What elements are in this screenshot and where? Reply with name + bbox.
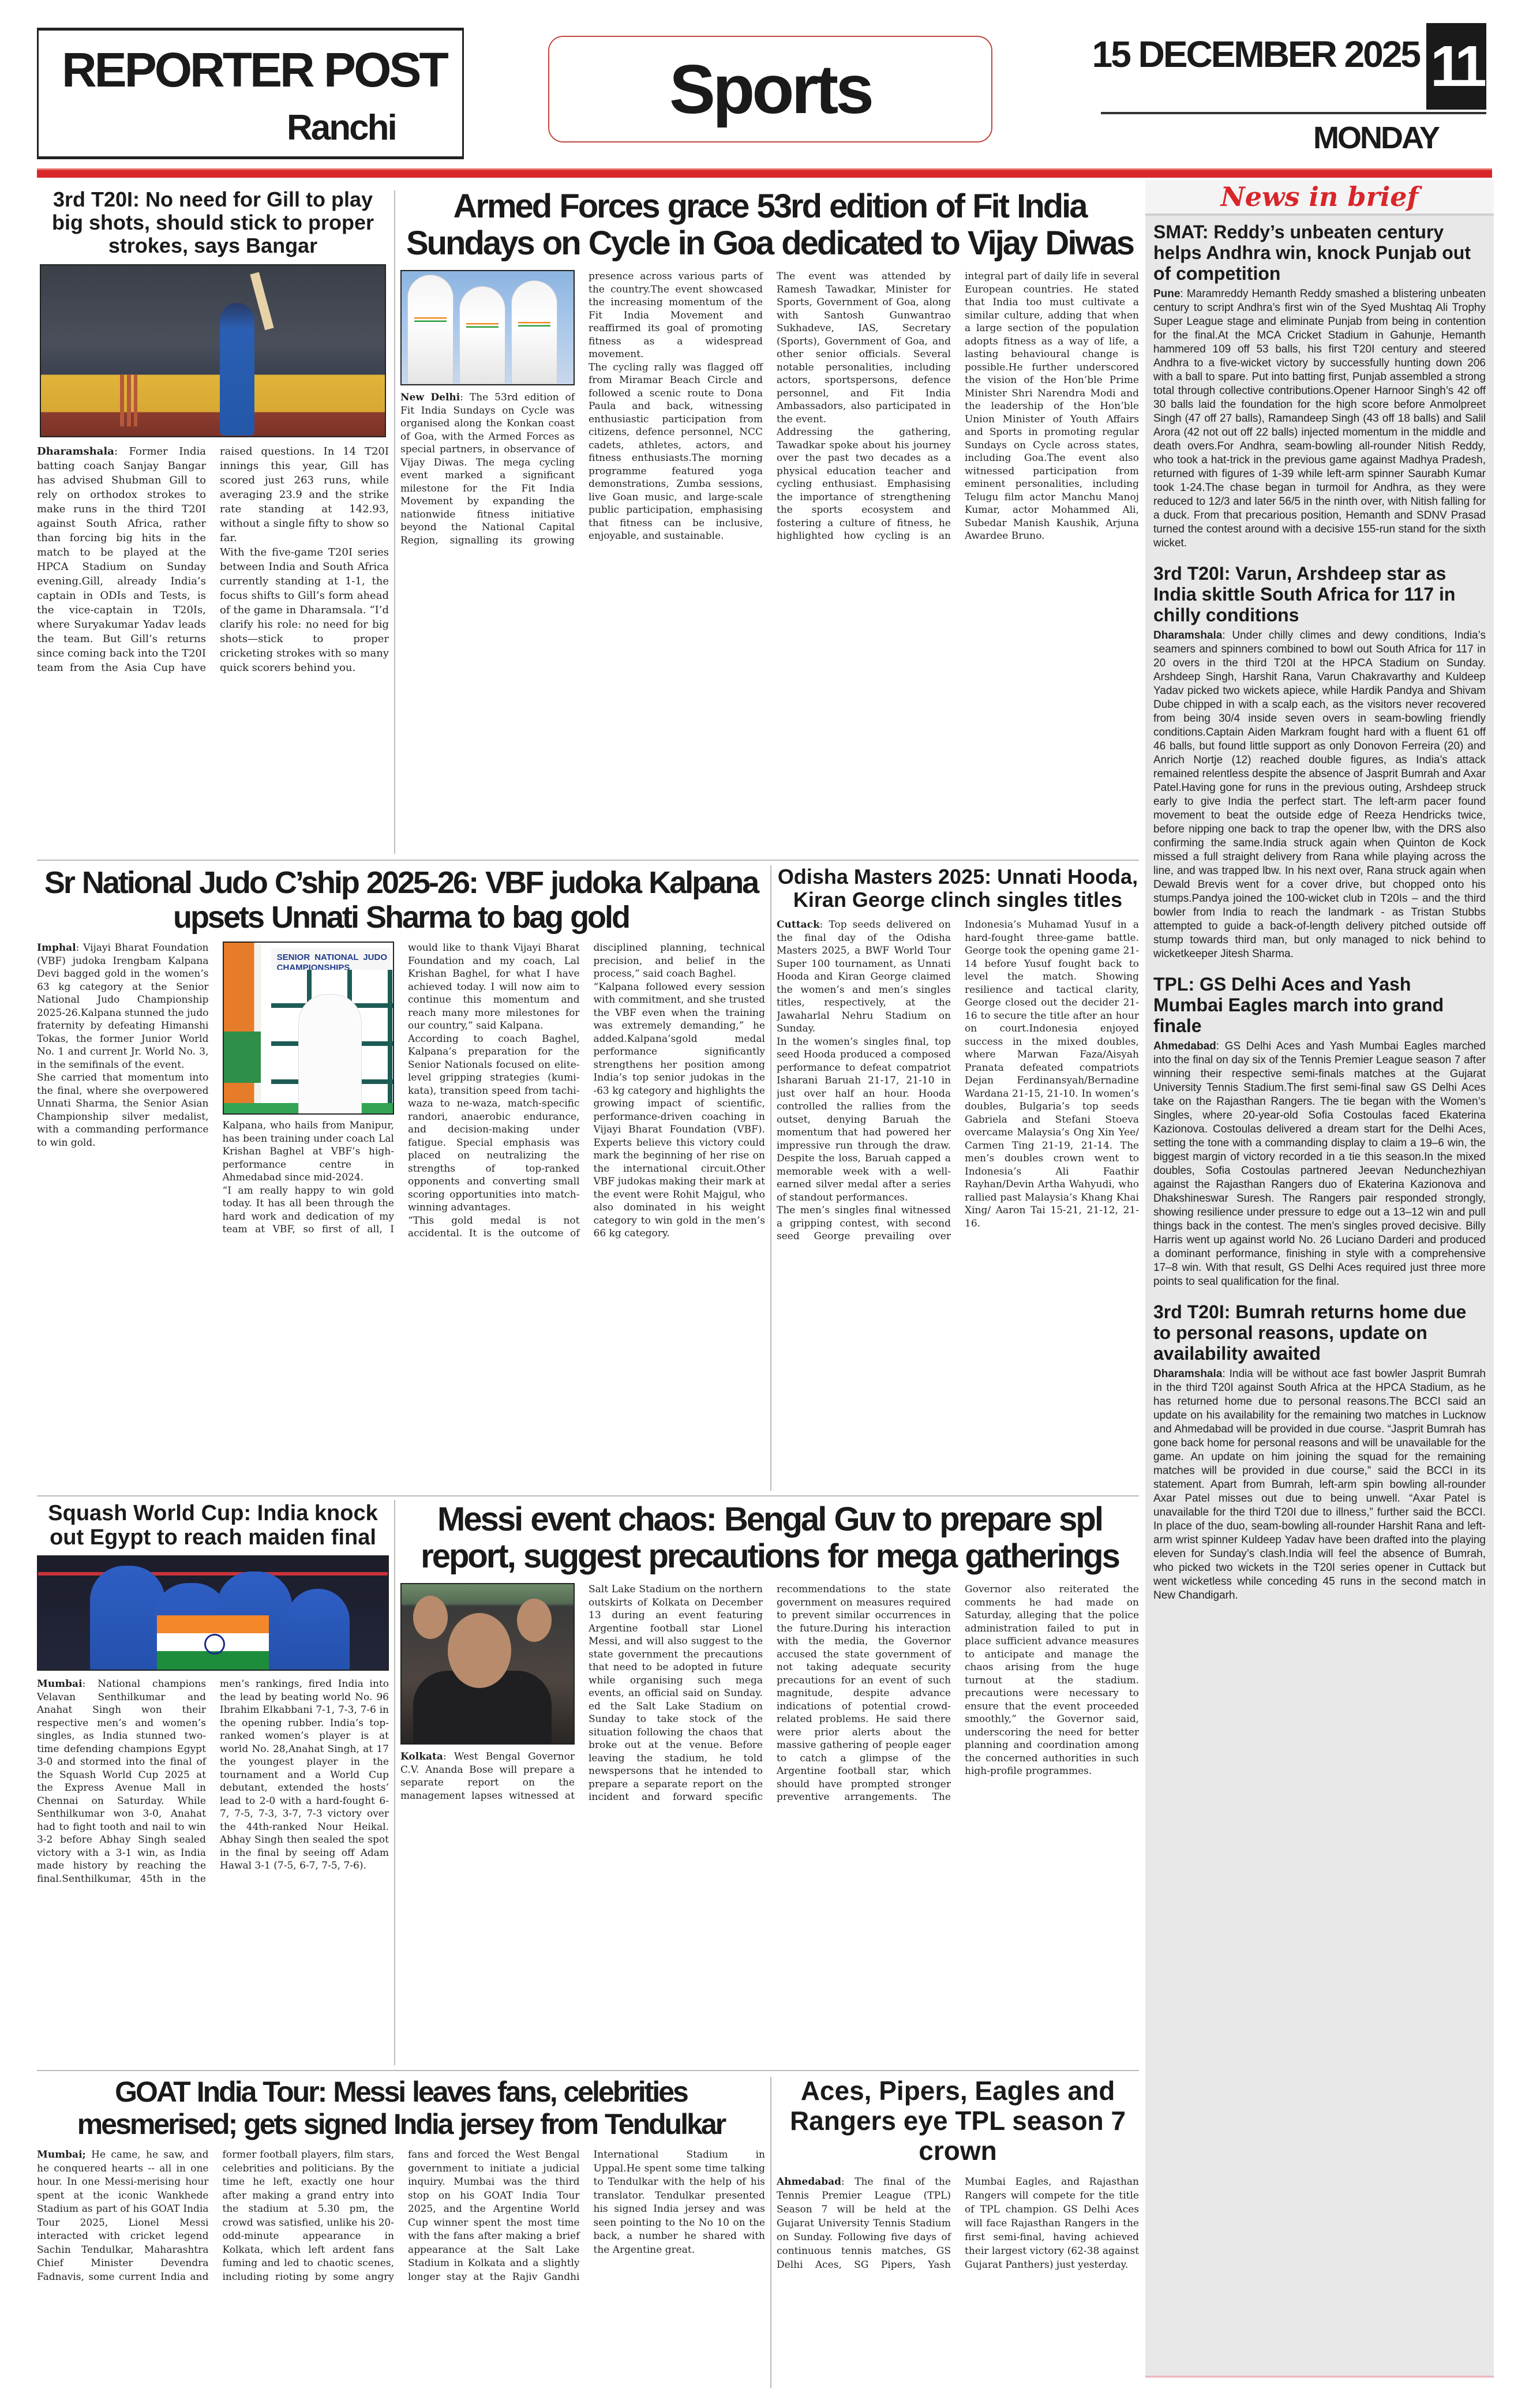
dateline: Kolkata (400, 1751, 443, 1762)
dateline: Pune (1153, 288, 1181, 300)
news-in-brief-title: News in brief (1220, 181, 1419, 212)
paragraph: Dharamshala: Former India batting coach Sanjay Bangar has advised Shubman Gill to rely on orthodox strokes to make runs in the third T20I against South Africa, rather than forcing big hits in the match to be played at the HPCA Stadium on Sunday evening.Gill, already India’s captain in ODIs and Tests, is the vice-captain in T20Is, where Suryakumar Yadav leads the team. But Gill’s returns since coming back into the T20I team from the Asia Cup have raised questions. In 14 T20I innings this year, Gill has scored just 263 runs, while averaging 23.9 and the strike rate standing at 142.93, without a single fifty to show so far. (37, 445, 389, 674)
paragraph (223, 1119, 395, 1184)
odisha-article (777, 865, 1139, 1491)
brief-body: Dharamshala: Under chilly climes and dewy conditions, India’s seamers and spinners combined to bowl out South Africa for 117 in 20 overs in the third T20I at the HPCA Stadium on Sunday. Arshdeep Singh, Harshit Rana, Varun Chakravarthy and Kuldeep Yadav picked two wickets apiece, while Hardik Pandya and Shivam Dube chipped in with a scalp each, as the visitors never recovered from being 30/4 inside seven overs in seam-bowling friendly conditions.Captain Aiden Markram fought hard with a fluent 61 off 46 balls, but found little support as only Donovon Ferreira (20) and Anrich Nortje (12) reached double figures, as India’s attack remained relentless despite the absence of Jasprit Bumrah and Axar Patel.Having gone for runs in the previous outing, Arshdeep struck early to give India the perfect start. The left-arm pacer found movement to beat the outside edge of Reeza Hendricks twice, before nipping one back to trap the opener lbw, with the DRS also confirming the same.India struck again when Quinton de Kock missed a full straight delivery from Rana while playing across the line, and was trapped lbw. In his next over, Rana struck again when Dewald Brevis went for a cover drive, but chopped onto his stumps.Pandya joined the 100-wicket club in T20Is – and the third bowler from India to reach the landmark - as Tristan Stubbs attempted to guide a back-of-length delivery pitched outside off stump towards third man, but only managed to nick behind to wicketkeeper Jitesh Sharma. (1153, 629, 1486, 960)
messi-chaos-article (400, 1501, 1139, 2065)
paragraph-text: The cycling rally was flagged off from Miramar Beach Circle and followed a scenic route to Dona Paula and back, witnessing enthusiastic participation from citizens, defence personnel, NCC cadets, athletes, actors, and fitness enthusiasts.The morning programme featured yoga demonstrations, Zumba sessions, live Goan music, and large-scale public participation, emphasising that fitness can be inclusive, enjoyable, and sustainable. (589, 361, 763, 542)
paragraph: New Delhi: The 53rd edition of Fit India Sundays on Cycle was organised along the Konkan coast of Goa, with the Armed Forces as special partners, in observance of Vijay Diwas. The mega cycling event marked a significant milestone for the Fit India Movement by expanding the nationwide fitness initiative beyond the National Capital Region, signalling its growing presence across various parts of the country.The event showcased the increasing momentum of the Fit India Movement and reaffirmed its goal of promoting fitness as a widespread movement. (400, 271, 763, 546)
brief-text: GS Delhi Aces and Yash Mumbai Eagles marched into the final on day six of the Tennis Premier League season 7 after winning their respective semi-finals matches at the Gujarat University Tennis Stadium.The first semi-final saw GS Delhi Aces take on the Rajasthan Rangers. The tie began with the Women’s Singles, where 20-year-old Sofia Costoulas faced Ekaterina Kazionova. Costoulas delivered a dream start for the Delhi Aces, setting the tone with a commanding display to claim a 19–6 win, the biggest margin of victory recorded in a tie this season.In the mixed doubles, Sofia Costoulas partnered Jeevan Nedunchezhiyan against the Rajasthan Rangers duo of Ekaterina Kazionova and Dhakshineswar Suresh. The Rangers pair responded strongly, showing resilience under pressure to edge out a 13–12 win and pull things back in the contest. The men’s singles proved decisive. Billy Harris went up against world No. 26 Luciano Darderi and produced a dominant performance, finishing in style with a comprehensive 17–8 win. With that result, GS Delhi Aces required just three more points to seal qualification for the final. (1153, 1040, 1486, 1288)
paragraph-text: In the women’s singles final, top seed Hooda produced a composed performance to defeat compatriot Isharani Baruah 21-17, 21-10 in just over half an hour. Hooda controlled the rallies from the outset, denying Baruah the momentum that had powered her impressive run through the draw. Despite the loss, Baruah capped a memorable week with a well-earned silver medal after a series of standout performances. (777, 1036, 951, 1203)
paragraph-text: Former India batting coach Sanjay Bangar has advised Shubman Gill to rely on orthodox strokes to make runs in the third T20I against South Africa, rather than forcing big hits in the match to be played at the HPCA Stadium on Sunday evening.Gill, already India’s captain in ODIs and Tests, is the vice-captain in T20Is, where Suryakumar Yadav leads the team. But Gill’s returns since coming back into the T20I team from the Asia Cup have raised questions. In 14 T20I innings this year, Gill has scored just 263 runs, while averaging 23.9 and the strike rate standing at 142.93, without a single fifty to show so far. (37, 445, 389, 674)
brief-item (1153, 222, 1486, 550)
brief-body: Dharamshala: India will be without ace fast bowler Jasprit Bumrah in the third T20I against South Africa at the HPCA Stadium, as he has returned home due to personal reasons.The BCCI said an update on his availability for the remaining two matches in Lucknow and Ahmedabad will be provided in due course. “Jasprit Bumrah has gone back home for personal reasons and will be unavailable for the game. An update on him joining the squad for the remaining matches will be provided in due course,” said the BCCI in its statement. Apart from Bumrah, left-arm spin bowling all-rounder Axar Patel misses out due to being unwell. “Axar Patel is unavailable for the third T20I due to illness,” further said the BCCI. In place of the duo, seam-bowling all-rounder Harshit Rana and left-arm wrist spinner Kuldeep Yadav have been drafted into the playing eleven for Sunday’s clash.India will feel the absence of Bumrah, who picked two wickets in the T20I series opener in Cuttack but went wicketless while conceding 45 runs in the second match in New Chandigarh. (1153, 1368, 1486, 1601)
paragraph (777, 1036, 951, 1205)
athlete-figure (286, 1589, 350, 1670)
tpl-crown-body (777, 2175, 1139, 2272)
section-name: Sports (669, 50, 872, 128)
paragraph: Cuttack: Top seeds delivered on the final day of the Odisha Masters 2025, a BWF World Tour Super 100 tournament, as Unnati Hooda and Kiran George claimed the women’s and men’s singles titles, respectively, at the Jawaharlal Nehru Stadium on Sunday. (777, 919, 951, 1034)
paragraph (220, 545, 389, 675)
paper-name: REPORTER POST (62, 43, 447, 97)
fitindia-article (400, 188, 1139, 856)
masthead-brand-box (37, 28, 464, 159)
messi-chaos-headline: Messi event chaos: Bengal Guv to prepare spl report, suggest precautions for mega gatherings (421, 1501, 1119, 1575)
dateline: Dharamshala (1153, 629, 1223, 642)
page-number: 11 (1426, 23, 1486, 110)
person-face (413, 1596, 448, 1639)
news-in-brief-list (1145, 216, 1494, 1603)
person-figure (407, 275, 454, 384)
section-divider (37, 2070, 1139, 2071)
paragraph-text: Kalpana, who hails from Manipur, has been training under coach Lal Krishan Baghel at VBF’s high-performance centre in Ahmedabad since mid-2024. (222, 1120, 394, 1183)
paragraph-text: “I am really happy to win gold today. It has all been through the hard work and dedication of my team at VBF, so first of all, I would like to thank Vijayi Bharat Foundation and my coach, Lal Krishan Baghel, for what I have achieved today. I will now aim to continue this momentum and reach many more milestones for our country,” said Kalpana. (222, 942, 580, 1235)
paragraph (408, 1033, 580, 1214)
date-divider (1101, 112, 1486, 114)
messi-chaos-body (400, 1583, 1139, 1804)
fit-india-event-photo (400, 270, 575, 385)
paragraph: Ahmedabad: The final of the Tennis Premier League (TPL) Season 7 will be held at the Gujarat University Tennis Stadium on Sunday. Following five days of continuous tennis matches, GS Delhi Aces, SG Pipers, Yash Mumbai Eagles, and Rajasthan Rangers will compete for the title of TPL champion. GS Delhi Aces will face Rajasthan Rangers in the first semi-final, having achieved their largest victory (62-38 against Gujarat Panthers) just yesterday. (777, 2176, 1139, 2271)
squash-body (37, 1678, 389, 1885)
brief-text: Under chilly climes and dewy conditions, India’s seamers and spinners combined to bowl out South Africa for 117 in 20 overs in the third T20I at the HPCA Stadium on Sunday. Arshdeep Singh, Harshit Rana, Varun Chakravarthy and Kuldeep Yadav picked two wickets apiece, while Hardik Pandya and Shivam Dube chipped in with a scalp each, as the visitors never recovered from being 30/4 inside seven overs in seam-bowling friendly conditions.Captain Aiden Markram fought hard with a fluent 61 off 46 balls, but found little support as only Donovon Ferreira (20) and Anrich Nortje (12) reached double figures, as India’s attack remained relentless despite the absence of Jasprit Bumrah and Axar Patel.Having gone for runs in the previous outing, Arshdeep struck early to give India the perfect start. The left-arm pacer found movement to beat the outside edge of Reeza Hendricks twice, before nipping one back to trap the opener lbw, with the DRS also confirming the same.India struck again when Quinton de Kock missed a full straight delivery from Rana while playing across the line, and was trapped lbw. In his next over, Rana struck again when Dewald Brevis went for a cover drive, but chopped onto his stumps.Pandya joined the 100-wicket club in T20Is – and the third bowler from India to reach the landmark - as Tristan Stubbs attempted to guide a back-of-length delivery pitched outside off stump towards third man, but only managed to nick behind to wicketkeeper Jitesh Sharma. (1153, 629, 1486, 960)
brief-body: Pune: Maramreddy Hemanth Reddy smashed a blistering unbeaten century to script Andhra’s first win of the Syed Mushtaq Ali Trophy Super League stage and eliminate Punjab from being in contention for the final.At the MCA Cricket Stadium in Gahunje, Hemanth hammered 109 off 53 balls, his first T20I century and steered Andhra to a five-wicket victory by successfully hunting down 206 with a ball to spare. Put into batting first, Punjab assembled a strong total through collective contributions.Opener Harnoor Singh’s 42 off 30 balls laid the foundation for the high score before Anmolpreet Singh (47 off 27 balls), Ramandeep Singh (43 off 18 balls) and Salil Arora (42 not out off 22 balls) injected momentum in the middle and death overs.For Andhra, seam-bowling all-rounder Nitish Reddy, who took a hat-trick in the previous game against Madhya Pradesh, returned with figures of 1-39 while left-arm spinner Saurabh Kumar took 1-24.The chase began in turmoil for Andhra, as they were reduced to 12/3 and later 56/5 in the ninth over, with Nitish falling for a duck. From that precarious position, Hemanth and SDNV Prasad turned the contest around with a decisive 155-run stand for the sixth wicket. (1153, 288, 1486, 549)
paragraph-text: The event was attended by Ramesh Tawadkar, Minister for Sports, Government of Goa, along with Santosh Gunwantrao Sukhadeve, IAS, Secretary (Sports), Government of Goa, and other senior officials. Several notable personalities, including actors, sportspersons, defence personnel, and Fit India Ambassadors, also participated in the event. (777, 271, 951, 425)
tricolor-stripe (466, 323, 499, 328)
paragraph-text: The men’s singles final witnessed a gripping contest, with second seed George prevailing over Indonesia’s Muhamad Yusuf in a hard-fought three-game battle. George took the opening game 21-14 before Yusuf fought back to level the match. Showing resilience and tactical clarity, George closed out the decider 21-16 to secure the title after an hour on court.Indonesia enjoyed success in the mixed doubles, where Marwan Faza/Aisyah Pranata defeated compatriots Dejan Ferdinansyah/Bernadine Wardana 21-15, 21-10. In women’s doubles, Bulgaria’s top seeds Gabriela and Stefani Stoeva overcame Malaysia’s Ong Xin Yee/ Carmen Ting 21-19, 21-14. The men’s doubles crown went to Indonesia’s Ali Faathir Rayhan/Devin Artha Wahyudi, who rallied past Malaysia’s Khang Khai Xing/ Aaron Tai 15-21, 21-12, 21-16. (777, 919, 1139, 1242)
goat-tour-body (37, 2148, 765, 2284)
brief-item (1153, 974, 1486, 1289)
paragraph-text: “Kalpana followed every session with commitment, and she trusted the VBF even when the training was extremely demanding,” he added.Kalpana’sgold medal performance significantly strengthens her position among India’s top senior judokas in the -63 kg category and highlights the growing impact of scientific, performance-driven coaching in Vijayi Bharat Foundation (VBF). Experts believe this victory could mark the beginning of her rise on the international circuit.Other VBF judokas making their mark at the event were Rohit Majgul, who also dominated in his weight category to win gold in the men’s 66 kg category. (593, 981, 765, 1239)
tpl-crown-article (777, 2076, 1139, 2387)
judoka-figure (298, 994, 362, 1115)
judo-podium-photo (223, 942, 395, 1115)
plant (224, 1032, 261, 1083)
paragraph-text: “This gold medal is not accidental. It is the outcome of disciplined planning, technical precision, and belief in the process,” said coach Baghel. (408, 942, 765, 1239)
goat-tour-headline: GOAT India Tour: Messi leaves fans, celebrities mesmerised; gets signed India jersey from Tendulkar (77, 2076, 725, 2140)
dateline: Imphal (37, 942, 76, 954)
section-divider (37, 860, 1139, 861)
tricolor-stripe (414, 317, 447, 322)
brief-headline: SMAT: Reddy’s unbeaten century helps Andhra win, knock Punjab out of competition (1153, 222, 1471, 284)
section-divider (37, 1495, 1139, 1496)
paragraph (37, 2148, 765, 2284)
masthead-red-rule (37, 168, 1492, 178)
brief-headline: 3rd T20I: Bumrah returns home due to personal reasons, update on availability awaited (1153, 1301, 1467, 1364)
gill-body (37, 444, 389, 675)
paragraph-text: With the five-game T20I series between India and South Africa currently standing at 1-1, the focus shifts to Gill’s form ahead of the game in Dharamsala. “I’d clarify his role: no need for big shots—stick to proper cricketing strokes with so many quick scorers behind you. (220, 546, 389, 674)
brief-item (1153, 1301, 1486, 1603)
paragraph: Mumbai: National champions Velavan Senthilkumar and Anahat Singh won their respective men’s and women’s singles, as India stunned two-time defending champions Egypt 3-0 and stormed into the final of the Squash World Cup 2025 at the Express Avenue Mall in Chennai on Saturday. While Senthilkumar won 3-0, Anahat had to fight tooth and nail to win 3-2 before Abhay Singh sealed victory with a 3-1 win, as India made history by reaching the final.Senthilkumar, 45th in the men’s rankings, fired India into the lead by beating world No. 96 Ibrahim Elkabbani 7-1, 7-3, 7-6 in the opening rubber. India’s top-ranked women’s player is at world No. 28,Anahat Singh, at 17 the youngest player in the tournament and a World Cup debutant, extended the hosts’ lead to 2-0 with a hard-fought 6-7, 7-5, 7-3, 3-7, 7-3 victory over the 44th-ranked Nour Heikal. Abhay Singh then sealed the spot in the final by seeing off Adam Hawal 3-1 (7-5, 6-7, 7-5, 7-6). (37, 1678, 389, 1885)
dateline: Cuttack (777, 919, 820, 931)
column-rule (394, 190, 395, 854)
brief-headline: TPL: GS Delhi Aces and Yash Mumbai Eagles march into grand finale (1153, 974, 1444, 1036)
dateline: Ahmedabad (777, 2176, 842, 2188)
gill-article (37, 188, 389, 856)
paragraph-text: The final of the Tennis Premier League (TPL) Season 7 will be held at the Gujarat University Tennis Stadium on Sunday. Following five days of continuous tennis matches, GS Delhi Aces, SG Pipers, Yash Mumbai Eagles, and Rajasthan Rangers will compete for the title of TPL champion. GS Delhi Aces will face Rajasthan Rangers in the first semi-final, having achieved their largest victory (62-38 against Gujarat Panthers) just yesterday. (777, 2176, 1139, 2271)
person-face (448, 1613, 511, 1688)
paragraph-text: West Bengal Governor C.V. Ananda Bose will prepare a separate report on the management lapses witnessed at Salt Lake Stadium on the northern outskirts of Kolkata on December 13 during an event featuring Argentine football star Lionel Messi, and will also suggest to the state government the precautions that need to be adopted in future while organising such mega events, an official said on Sunday. ed the Salt Lake Stadium on Sunday to take stock of the situation following the chaos that broke out at the venue. Before leaving the stadium, he told newspersons that he intended to prepare a separate report on the incident and forward specific recommendations to the state government on measures required to prevent similar occurrences in the future.During his interaction with the media, the Governor accused the state government of not taking adequate security precautions for an event of such magnitude, despite advance indications of potential crowd-related problems. He said there were prior alerts about the massive gathering of people eager to catch a glimpse of the Argentine football star, which should have prompted stronger preventive arrangements. The Governor also reiterated the comments he had made on Saturday, alleging that the police administration failed to put in place sufficient advance measures to anticipate and manage the chaos arising from the huge turnout at the stadium. precautions were necessary to ensure that the event proceeded smoothly,” the Governor said, underscoring the need for better planning and coordination among the concerned authorities in such high-profile programmes. (400, 1584, 1139, 1803)
judo-body (37, 942, 765, 1240)
sidebar-bottom-rule (1145, 2376, 1494, 2377)
brief-headline: 3rd T20I: Varun, Arshdeep star as India skittle South Africa for 117 in chilly conditions (1153, 563, 1456, 625)
squash-team-flag-photo (37, 1555, 389, 1671)
odisha-body (777, 918, 1139, 1243)
column-rule (770, 2077, 771, 2388)
person-figure (459, 286, 505, 384)
brief-text: Maramreddy Hemanth Reddy smashed a blistering unbeaten century to script Andhra’s first win of the Syed Mushtaq Ali Trophy Super League stage and eliminate Punjab from being in contention for the final.At the MCA Cricket Stadium in Gahunje, Hemanth hammered 109 off 53 balls, his first T20I century and steered Andhra to a five-wicket victory by successfully hunting down 206 with a ball to spare. Put into batting first, Punjab assembled a strong total through collective contributions.Opener Harnoor Singh’s 42 off 30 balls laid the foundation for the high score before Anmolpreet Singh (47 off 27 balls), Ramandeep Singh (43 off 18 balls) and Salil Arora (42 not out off 22 balls) injected momentum in the middle and death overs.For Andhra, seam-bowling all-rounder Nitish Reddy, who took a hat-trick in the previous game against Madhya Pradesh, returned with figures of 1-39 while left-arm spinner Saurabh Kumar took 1-24.The chase began in turmoil for Andhra, as they were reduced to 12/3 and later 56/5 in the ninth over, with Nitish falling for a duck. From that precarious position, Hemanth and SDNV Prasad turned the contest around with a decisive 155-run stand for the sixth wicket. (1153, 288, 1486, 549)
gill-headline: 3rd T20I: No need for Gill to play big shots, should stick to proper strokes, says Bangar (51, 188, 374, 257)
tricolor-stripe (518, 322, 550, 327)
india-flag-icon (157, 1615, 269, 1670)
paragraph (37, 1071, 209, 1149)
odisha-headline: Odisha Masters 2025: Unnati Hooda, Kiran George clinch singles titles (777, 865, 1138, 912)
stumps-icon (120, 374, 137, 426)
goat-tour-article (37, 2076, 765, 2387)
batter-figure (220, 303, 254, 436)
edition-city: Ranchi (287, 108, 396, 148)
paragraph-text: He came, he saw, and he conquered hearts -- all in one hour. In one Messi-merising hour spent at the iconic Wankhede Stadium as part of his GOAT India Tour 2025, Lionel Messi interacted with cricket legend Sachin Tendulkar, Maharashtra Chief Minister Devendra Fadnavis, some current India and former football players, film stars, celebrities and politicians. By the time he left, exactly one hour after making a grand entry into the stadium at 5.30 pm, the crowd was satisfied, unlike his 20-odd-minute appearance in Kolkata, which left ardent fans fuming and led to chaotic scenes, including rioting by some angry fans and forced the West Bengal government to initiate a judicial inquiry. Mumbai was the third stop on his GOAT India Tour 2025, and the Argentine World Cup winner spent the most time with the fans after making a brief appearance at the Salt Lake Stadium in Kolkata and a slightly longer stay at the Rajiv Gandhi International Stadium in Uppal.He spent some time talking to Tendulkar with the help of his translator. Tendulkar presented his signed India jersey and was seen pointing to the No 10 on the back, a number he shared with the Argentine great. (37, 2149, 765, 2283)
judo-article (37, 865, 765, 1491)
judo-headline: Sr National Judo C’ship 2025-26: VBF judoka Kalpana upsets Unnati Sharma to bag gold (44, 865, 758, 935)
court-line (38, 1572, 388, 1576)
paragraph: Imphal: Vijayi Bharat Foundation (VBF) judoka Irengbam Kalpana Devi bagged gold in the women’s 63 kg category at the Senior National Judo Championship 2025-26.Kalpana stunned the judo fraternity by defeating Himanshi Tokas, the former Junior World No. 1 and current Jr. World No. 3, in the semifinals of the event. (37, 942, 209, 1071)
dateline: Mumbai; (37, 2149, 86, 2161)
cricket-batter-photo (40, 264, 386, 437)
column-rule (770, 865, 771, 1491)
paragraph (777, 270, 951, 426)
person-face (517, 1599, 552, 1642)
paragraph (589, 361, 763, 543)
squash-headline: Squash World Cup: India knock out Egypt to reach maiden final (48, 1501, 378, 1550)
tpl-crown-headline: Aces, Pipers, Eagles and Rangers eye TPL season 7 crown (789, 2076, 1126, 2166)
paragraph-text: National champions Velavan Senthilkumar and Anahat Singh won their respective men’s and women’s singles, as India stunned two-time defending champions Egypt 3-0 and stormed into the final of the Squash World Cup 2025 at the Express Avenue Mall in Chennai on Saturday. While Senthilkumar won 3-0, Anahat had to fight tooth and nail to win 3-2 before Abhay Singh sealed victory with a 3-1 win, as India made history by reaching the final.Senthilkumar, 45th in the men’s rankings, fired India into the lead by beating world No. 96 Ibrahim Elkabbani 7-1, 7-3, 7-6 in the opening rubber. India’s top-ranked women’s player is at world No. 28,Anahat Singh, at 17 the youngest player in the tournament and a World Cup debutant, extended the hosts’ lead to 2-0 with a hard-fought 6-7, 7-5, 7-3, 3-7, 7-3 victory over the 44th-ranked Nour Heikal. Abhay Singh then sealed the spot in the final by seeing off Adam Hawal 3-1 (7-5, 6-7, 7-5, 7-6). (37, 1678, 389, 1885)
dateline: Mumbai (37, 1678, 83, 1690)
paragraph-text: According to coach Baghel, Kalpana’s preparation for the Senior Nationals focused on elite-level gripping strategies (kumi-kata), transition speed from tachi-waza to ne-waza, match-specific randori, anaerobic endurance, and decision-making under fatigue. Special emphasis was placed on neutralizing the strengths of top-ranked opponents and converting small scoring opportunities into match-winning advantages. (408, 1033, 580, 1213)
column-rule (394, 1500, 395, 2065)
dateline: New Delhi (400, 392, 460, 403)
paragraph-text: She carried that momentum into the final, where she overpowered Unnati Sharma, the Senior Asian Championship silver medalist, with a commanding performance to win gold. (37, 1072, 209, 1149)
messi-crowd-photo (400, 1583, 575, 1745)
person-figure (511, 280, 557, 384)
issue-date: 15 DECEMBER 2025 (1092, 33, 1419, 75)
paragraph (594, 981, 766, 1240)
paragraph-text: The 53rd edition of Fit India Sundays on Cycle was organised along the Konkan coast of Goa, with the Armed Forces as special partners, in observance of Vijay Diwas. The mega cycling event marked a significant milestone for the Fit India Movement by expanding the nationwide fitness initiative beyond the National Capital Region, signalling its growing presence across various parts of the country.The event showcased the increasing momentum of the Fit India Movement and reaffirmed its goal of promoting fitness as a widespread movement. (400, 271, 763, 546)
paragraph-text: Vijayi Bharat Foundation (VBF) judoka Irengbam Kalpana Devi bagged gold in the women’s 63 kg category at the Senior National Judo Championship 2025-26.Kalpana stunned the judo fraternity by defeating Himanshi Tokas, the former Junior World No. 1 and current Jr. World No. 3, in the semifinals of the event. (37, 942, 209, 1071)
championship-banner: SENIOR NATIONAL JUDO CHAMPIONSHIPS (271, 948, 391, 970)
brief-body: Ahmedabad: GS Delhi Aces and Yash Mumbai Eagles marched into the final on day six of the Tennis Premier League season 7 after winning their respective semi-finals matches at the Gujarat University Tennis Stadium.The first semi-final saw GS Delhi Aces take on the Rajasthan Rangers. The tie began with the Women’s Singles, where 20-year-old Sofia Costoulas faced Ekaterina Kazionova. Costoulas delivered a dream start for the Delhi Aces, setting the tone with a commanding display to claim a 19–6 win, the biggest margin of victory recorded in a tie this season.In the mixed doubles, Sofia Costoulas partnered Jeevan Nedunchezhiyan against the Rajasthan Rangers duo of Ekaterina Kazionova and Dhakshineswar Suresh. The Rangers pair responded strongly, showing resilience under pressure to edge out a 13–12 win and pull things back in the contest. The men’s singles proved decisive. Billy Harris went up against world No. 26 Luciano Darderi and produced a dominant performance, finishing in style with a comprehensive 17–8 win. With that result, GS Delhi Aces required just three more points to seal qualification for the final. (1153, 1040, 1486, 1288)
squash-article (37, 1501, 389, 2065)
brief-text: India will be without ace fast bowler Jasprit Bumrah in the third T20I against South Africa at the HPCA Stadium, as he has returned home due to personal reasons.The BCCI said an update on his availability for the remaining two matches in Lucknow and Ahmedabad will be provided in due course. “Jasprit Bumrah has gone back home for personal reasons and will be unavailable for the game. An update on him joining the squad for the remaining matches will be provided in due course,” said the BCCI in its statement. Apart from Bumrah, left-arm spin bowling all-rounder Axar Patel misses out due to being unwell. “Axar Patel is unavailable for the third T20I due to illness,” further said the BCCI. In place of the duo, seam-bowling all-rounder Harshit Rana and left-arm wrist spinner Kuldeep Yadav have been drafted into the playing eleven for Sunday’s clash.India will feel the absence of Bumrah, who picked two wickets in the T20I series opener in Cuttack but went wicketless while conceding 45 runs in the second match in New Chandigarh. (1153, 1368, 1486, 1601)
issue-weekday: MONDAY (1313, 121, 1439, 155)
paragraph-text: Top seeds delivered on the final day of the Odisha Masters 2025, a BWF World Tour Super 100 tournament, as Unnati Hooda and Kiran George claimed the women’s and men’s singles titles, respectively, at the Jawaharlal Nehru Stadium on Sunday. (777, 919, 951, 1034)
dateline: Dharamshala (1153, 1368, 1223, 1380)
dateline: Ahmedabad (1153, 1040, 1216, 1052)
paragraph: Kolkata: West Bengal Governor C.V. Ananda Bose will prepare a separate report on the management lapses witnessed at Salt Lake Stadium on the northern outskirts of Kolkata on December 13 during an event featuring Argentine football star Lionel Messi, and will also suggest to the state government the precautions that need to be adopted in future while organising such mega events, an official said on Sunday. ed the Salt Lake Stadium on Sunday to take stock of the situation following the chaos that broke out at the venue. Before leaving the stadium, he told newspersons that he intended to prepare a separate report on the incident and forward specific recommendations to the state government on measures required to prevent similar occurrences in the future.During his interaction with the media, the Governor accused the state government of not taking adequate security precautions for an event of such magnitude, despite advance indications of potential crowd-related problems. He said there were prior alerts about the massive gathering of people eager to catch a glimpse of the Argentine football star, which should have prompted stronger preventive arrangements. The Governor also reiterated the comments he had made on Saturday, alleging that the police administration failed to put in place sufficient advance measures to anticipate and manage the chaos arising from the huge turnout at the stadium. precautions were necessary to ensure that the event proceeded smoothly,” the Governor said, underscoring the need for better planning and coordination among the concerned authorities in such high-profile programmes. (400, 1584, 1139, 1803)
news-in-brief-header (1145, 180, 1494, 216)
news-in-brief-panel (1145, 180, 1494, 2378)
section-label-box (548, 36, 992, 142)
paragraph-text: Addressing the gathering, Tawadkar spoke about his journey over the past two decades as a physical education teacher and cycling enthusiast. Emphasising the importance of strengthening the sports ecosystem and fostering a culture of fitness, he highlighted how cycling is an integral part of daily life in several European countries. He stated that India too must cultivate a similar culture, adding that when a large section of the population adopts fitness as a way of life, a lasting behavioural change is possible.He further underscored the vision of the Hon’ble Prime Minister Shri Narendra Modi and the leadership of the Hon’ble Union Minister of Youth Affairs and Sports in promoting regular Sundays on Cycle across states, including Goa.The event also witnessed participation from eminent personalities, including Telugu film actor Manchu Manoj Kumar, actor Mohammed Ali, Subedar Manish Kaushik, Arjuna Awardee Bruno. (777, 271, 1139, 542)
dateline: Dharamshala (37, 445, 114, 457)
fitindia-body (400, 270, 1139, 547)
brief-item (1153, 563, 1486, 961)
fitindia-headline: Armed Forces grace 53rd edition of Fit India Sundays on Cycle in Goa dedicated to Vijay Diwas (406, 188, 1134, 262)
